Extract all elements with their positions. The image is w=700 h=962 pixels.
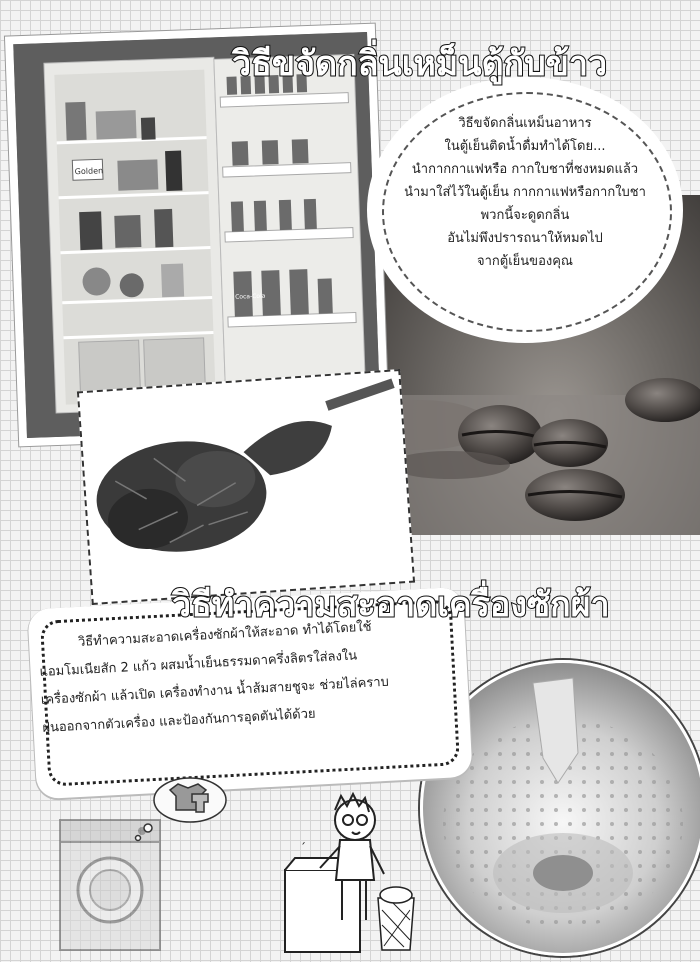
section-title-fridge: วิธีขจัดกลิ่นเหม็นตู้กับข้าว	[232, 44, 608, 84]
washer-tip-line: แอมโมเนียสัก 2 แก้ว ผสมน้ำเย็นธรรมดาครึ่งลิตรใส่ลงใน	[39, 648, 358, 681]
fridge-tip-line: พวกนี้จะดูดกลิ่น	[480, 208, 570, 223]
washing-illustrations	[30, 770, 420, 960]
jar-label: Golden	[74, 166, 104, 177]
washing-machine-illustration	[60, 820, 160, 950]
svg-text:´: ´	[300, 841, 306, 855]
fridge-tip-text	[380, 112, 670, 273]
fridge-tip-line: วิธีขจัดกลิ่นเหม็นอาหาร	[458, 116, 592, 131]
fridge-tip-line: ในตู้เย็นติดน้ำดื่มทำได้โดย...	[444, 139, 606, 154]
cola-label: Coca-Cola	[235, 292, 266, 301]
clothes-thought-bubble	[136, 778, 227, 841]
section-title-washer: วิธีทำความสะอาดเครื่องซักผ้า	[172, 585, 610, 625]
washer-tip-line: เครื่องซักผ้า แล้วเปิด เครื่องทำงาน น้ำส้มสายชูจะ ช่วยไล่คราบ	[40, 674, 390, 708]
fridge-tip-line: จากตู้เย็นของคุณ	[477, 254, 573, 269]
washer-tip-line: ฝุ่นออกจากตัวเครื่อง และป้องกันการอุดตันได้ด้วย	[42, 706, 316, 736]
washer-tip-line: วิธีทำความสะอาดเครื่องซักผ้าให้สะอาด ทำได้โดยใช้	[77, 619, 372, 650]
fridge-tip-line: นำมาใส่ไว้ในตู้เย็น กากกาแฟหรือกากใบชา	[404, 185, 646, 200]
fridge-tip-line: อันไม่พึงปรารถนาให้หมดไป	[447, 231, 603, 246]
boy-at-washer-illustration	[285, 794, 384, 952]
fridge-tip-line: นำกากกาแฟหรือ กากใบชาที่ชงหมดแล้ว	[411, 162, 639, 177]
laundry-basket-illustration	[378, 887, 414, 950]
tea-leaves-photo	[77, 369, 415, 605]
